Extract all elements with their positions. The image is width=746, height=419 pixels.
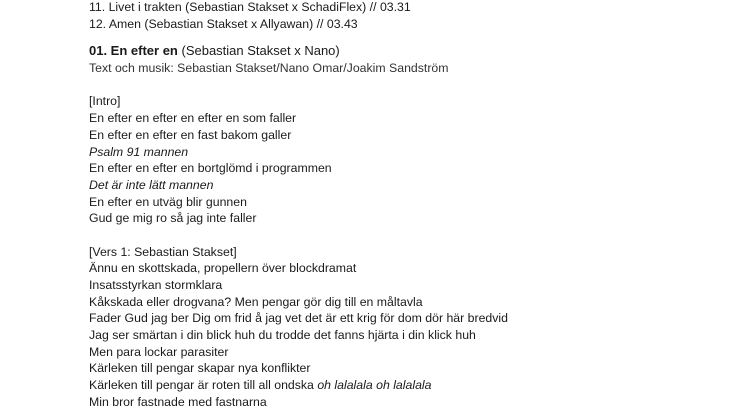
lyric-text-italic: oh lalalala oh lalalala — [317, 378, 432, 393]
lyric-line: En efter en efter en bortglömd i programmen — [89, 161, 332, 176]
lyric-line: Min bror fastnade med fastnarna — [89, 394, 267, 409]
lyric-line: Gud ge mig ro så jag inte faller — [89, 211, 257, 226]
lyric-line: En efter en efter en efter en som faller — [89, 111, 297, 126]
lyric-text: Kärleken till pengar är roten till all ondska — [89, 378, 318, 393]
lyric-line: Kärleken till pengar skapar nya konflikter — [89, 361, 311, 376]
track-time: 03.43 — [326, 16, 358, 31]
track-title: 12. Amen (Sebastian Stakset x Allyawan) // — [89, 16, 327, 31]
lyric-line: Jag ser smärtan i din blick huh du trodde det fanns hjärta i din klick huh — [89, 328, 476, 343]
song-artists: (Sebastian Stakset x Nano) — [177, 43, 340, 59]
track-title: 11. Livet i trakten (Sebastian Stakset x SchadiFlex) // — [89, 0, 380, 14]
lyric-line: En efter en efter en fast bakom galler — [89, 127, 292, 142]
lyric-line — [89, 377, 729, 394]
lyric-line: Ännu en skottskada, propellern över blockdramat — [89, 261, 357, 276]
lyric-line-italic: Det är inte lätt mannen — [89, 177, 214, 192]
lyric-line: Men para lockar parasiter — [89, 344, 229, 359]
credits-mid: Nano Omar — [279, 61, 344, 76]
section-label-intro: [Intro] — [89, 94, 121, 109]
song-number-title: 01. En efter en — [89, 43, 178, 59]
song-heading — [89, 43, 729, 60]
credits-suffix: /Joakim Sandström — [343, 61, 449, 76]
lyric-line: Insatsstyrkan stormklara — [89, 278, 223, 292]
document-page — [89, 0, 729, 411]
credits-prefix: Text och musik: Sebastian Stakset/ — [89, 61, 280, 76]
lyric-line: Kåkskada eller drogvana? Men pengar gör dig till en måltavla — [89, 294, 423, 309]
tracklist-item — [89, 0, 729, 16]
tracklist-item — [89, 16, 729, 33]
song-credits — [89, 60, 729, 77]
lyric-line: Fader Gud jag ber Dig om frid å jag vet det är ett krig för dom dör här bredvid — [89, 311, 508, 326]
track-time: 03.31 — [379, 0, 411, 14]
lyric-line-italic: Psalm 91 mannen — [89, 144, 189, 159]
section-label-verse-1: [Vers 1: Sebastian Stakset] — [89, 244, 237, 259]
lyric-line: En efter en utväg blir gunnen — [89, 194, 247, 209]
